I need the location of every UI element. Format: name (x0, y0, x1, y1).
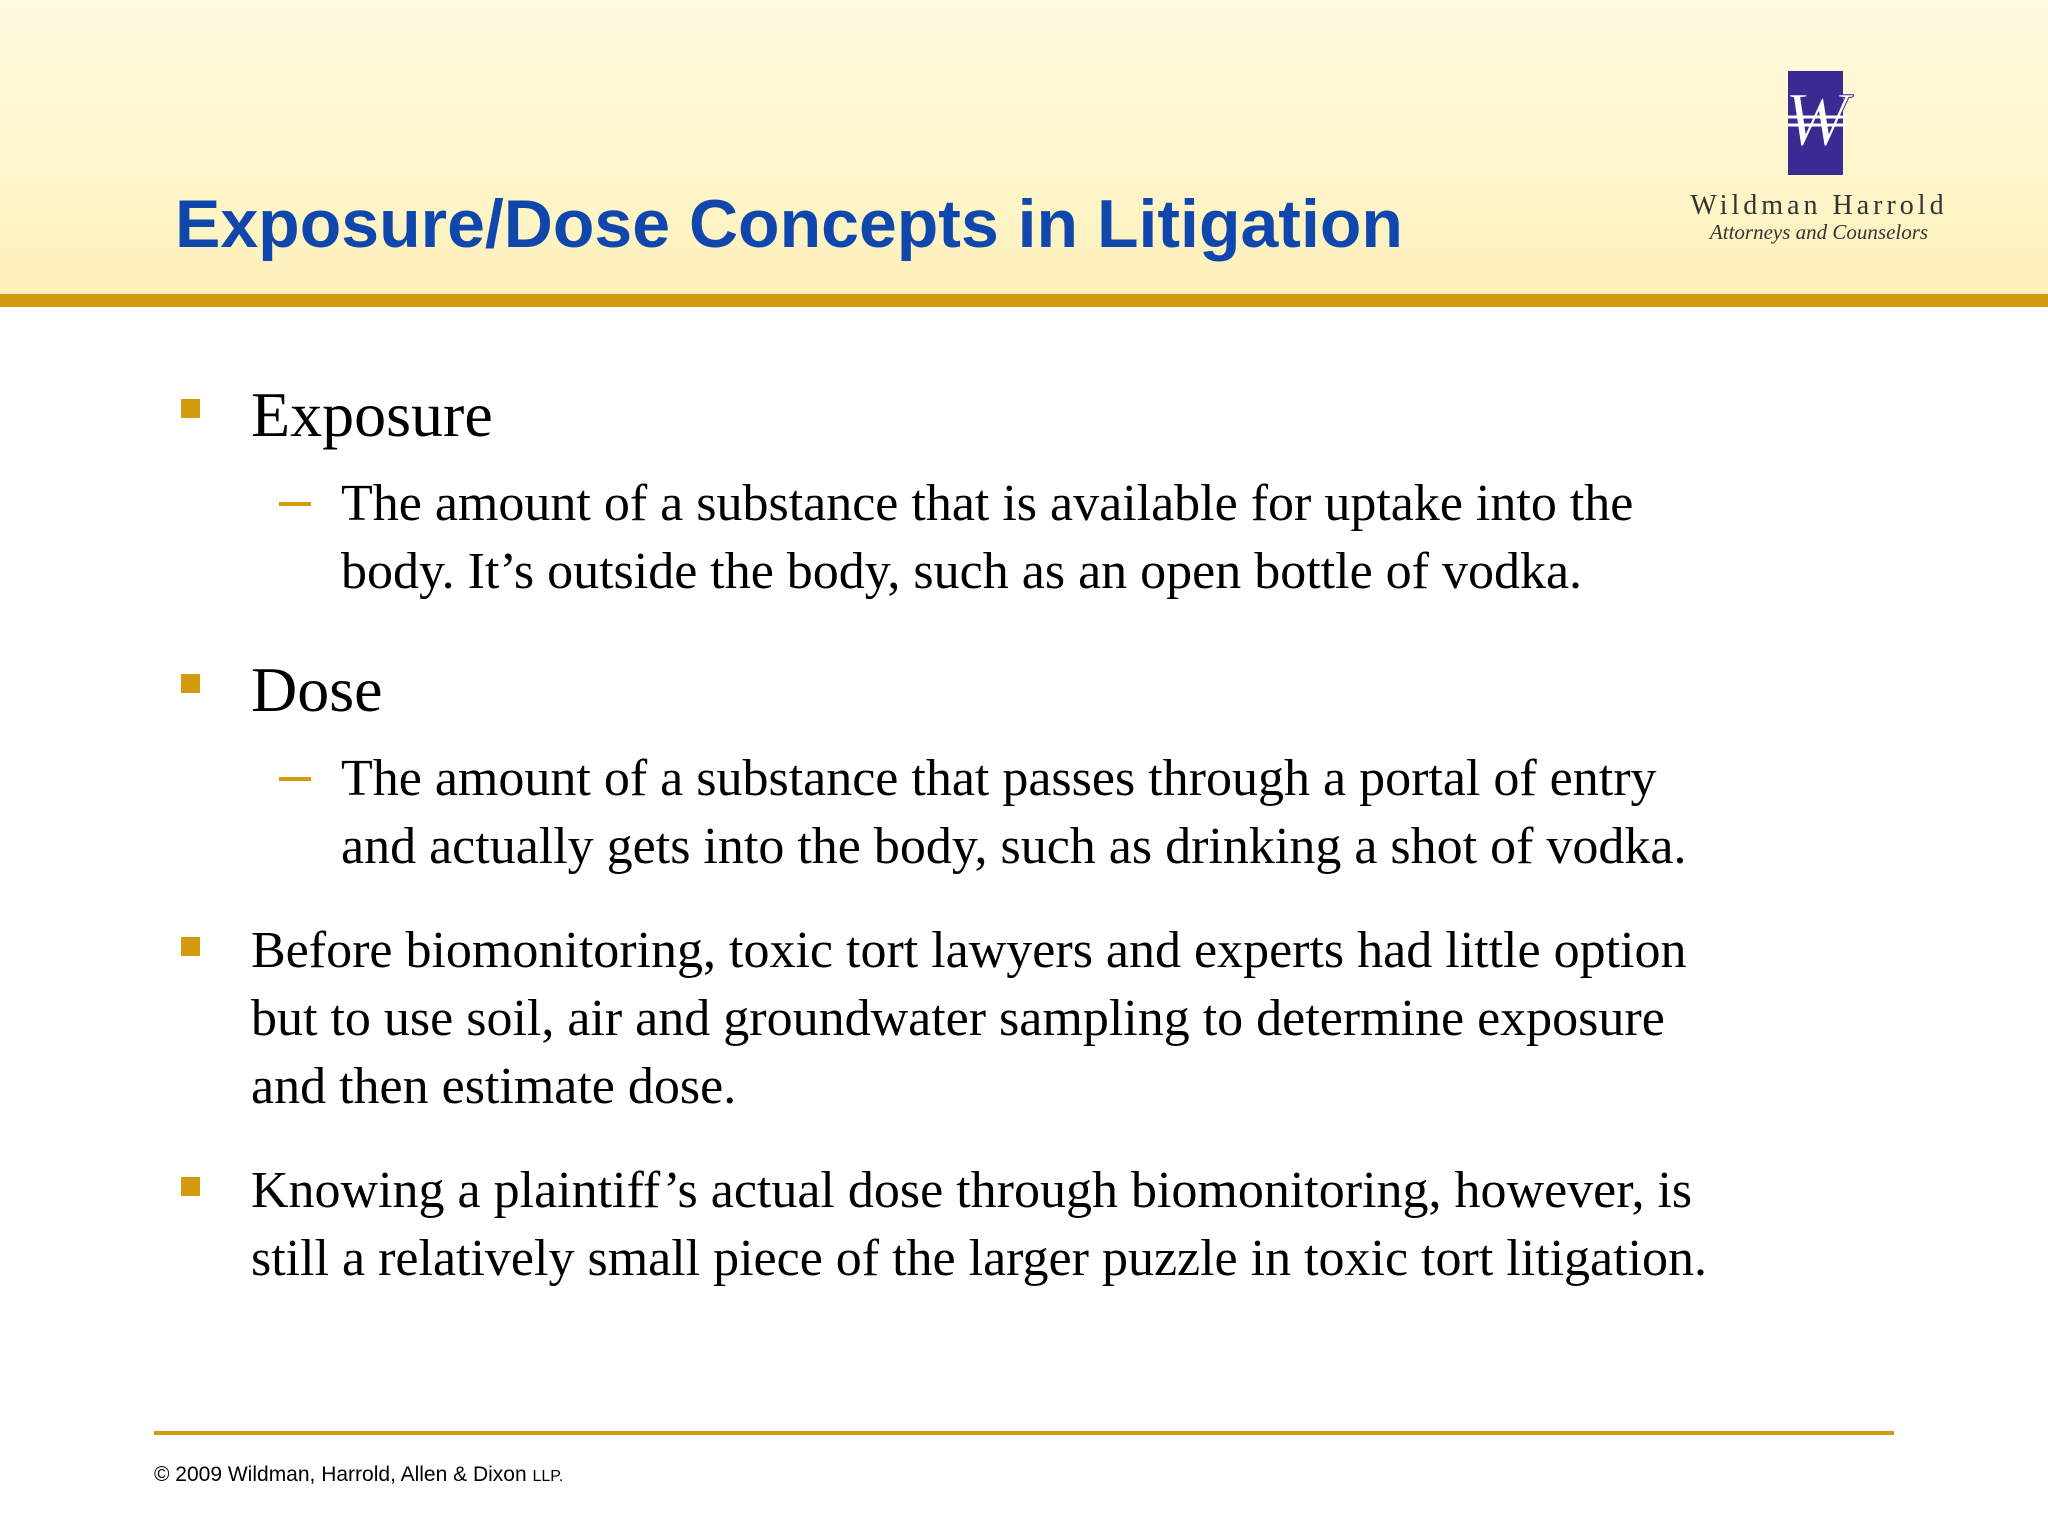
bullet-line: still a relatively small piece of the larger puzzle in toxic tort litigation. (251, 1230, 1708, 1287)
sub-bullet-line: The amount of a substance that is available for uptake into the (341, 475, 1634, 532)
bullet-heading-exposure: Exposure (251, 379, 493, 450)
sub-bullet-line: and actually gets into the body, such as drinking a shot of vodka. (341, 818, 1687, 875)
slide-title: Exposure/Dose Concepts in Litigation (175, 186, 1403, 262)
sub-bullet-dash (279, 777, 311, 781)
bullet-line: Before biomonitoring, toxic tort lawyers and experts had little option (251, 922, 1687, 979)
sub-bullet-line: The amount of a substance that passes through a portal of entry (341, 750, 1657, 807)
bullet-marker (181, 937, 200, 956)
sub-bullet-line: body. It’s outside the body, such as an open bottle of vodka. (341, 543, 1583, 600)
bullet-heading-dose: Dose (251, 654, 383, 725)
bullet-marker (181, 1177, 200, 1196)
copyright-suffix: LLP. (532, 1468, 564, 1485)
logo-monogram: W (1784, 78, 1848, 162)
footer-copyright (154, 1463, 563, 1487)
logo-tagline: Attorneys and Counselors (1709, 220, 1929, 244)
bullet-line: and then estimate dose. (251, 1058, 737, 1115)
logo-firm-name: Wildman Harrold (1690, 190, 1948, 221)
bullet-marker (181, 674, 200, 693)
sub-bullet-dash (279, 502, 311, 506)
footer-divider (154, 1431, 1894, 1435)
bullet-line: but to use soil, air and groundwater sampling to determine exposure (251, 990, 1665, 1047)
copyright-text: © 2009 Wildman, Harrold, Allen & Dixon (154, 1463, 527, 1486)
bullet-line: Knowing a plaintiff’s actual dose through biomonitoring, however, is (251, 1162, 1693, 1219)
bullet-marker (181, 399, 200, 418)
